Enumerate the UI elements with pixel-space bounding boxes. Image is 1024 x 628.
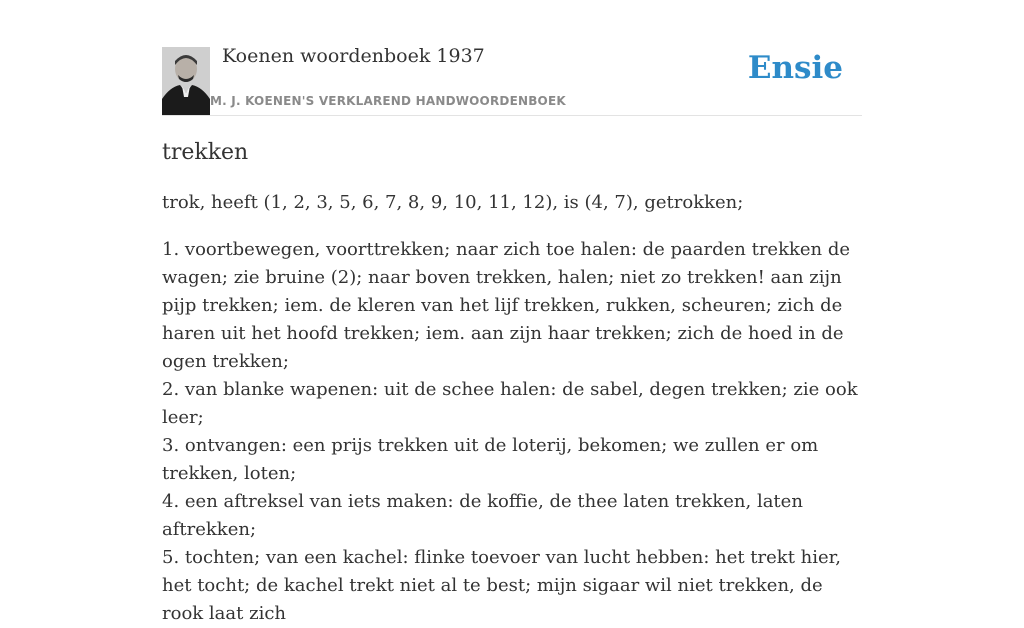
entry-sense: 5. tochten; van een kachel: flinke toevoer van lucht hebben: het trekt hier, het tocht; de kachel trekt niet al te best; mijn sigaar wil niet trekken, de rook laat zich (162, 547, 842, 624)
entry-grammar: trok, heeft (1, 2, 3, 5, 6, 7, 8, 9, 10, 11, 12), is (4, 7), getrokken; (162, 192, 744, 213)
entry-sense: 4. een aftreksel van iets maken: de koffie, de thee laten trekken, laten aftrekken; (162, 491, 803, 540)
book-subtitle: M. J. KOENEN'S VERKLAREND HANDWOORDENBOEK (210, 94, 566, 108)
page (162, 0, 862, 624)
dictionary-header (162, 0, 862, 116)
entry-headword: trekken (162, 140, 249, 165)
ensie-logo-link[interactable]: Ensie (747, 50, 843, 86)
entry-senses (162, 236, 862, 628)
entry-sense: 1. voortbewegen, voorttrekken; naar zich toe halen: de paarden trekken de wagen; zie bruine (2); naar boven trekken, halen; niet zo trekken! aan zijn pijp trekken; iem. de kleren van het lijf trekken, rukken, scheuren; zich de haren uit het hoofd trekken; iem. aan zijn haar trekken; zich de hoed in de ogen trekken; (162, 239, 851, 372)
author-portrait-icon[interactable] (162, 47, 210, 115)
entry-sense: 2. van blanke wapenen: uit de schee halen: de sabel, degen trekken; zie ook leer; (162, 379, 858, 428)
entry-sense: 3. ontvangen: een prijs trekken uit de loterij, bekomen; we zullen er om trekken, loten; (162, 435, 819, 484)
book-title[interactable]: Koenen woordenboek 1937 (222, 45, 485, 67)
